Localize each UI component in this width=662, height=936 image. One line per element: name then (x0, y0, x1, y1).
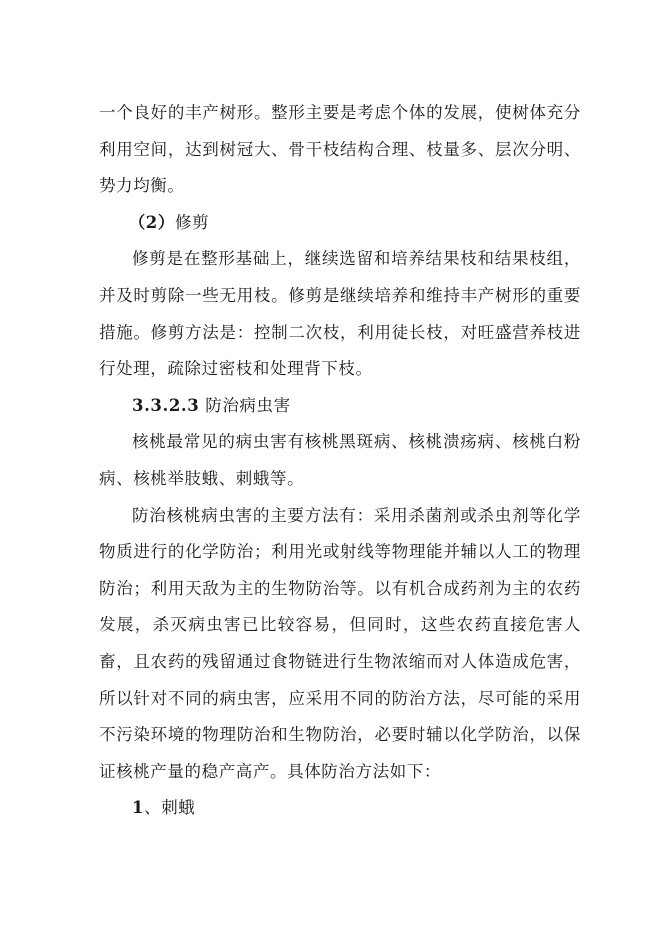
heading-label: 防治病虫害 (205, 395, 291, 415)
heading-number: （2） (128, 212, 175, 232)
heading-pruning (99, 205, 581, 242)
heading-slug-moth (99, 790, 581, 827)
heading-number: 3.3.2.3 (132, 395, 200, 415)
paragraph-control-methods: 防治核桃病虫害的主要方法有：采用杀菌剂或杀虫剂等化学物质进行的化学防治；利用光或射线等物理能并辅以人工的物理防治；利用天敌为主的生物防治等。以有机合成药剂为主的农药发展，杀灭病虫害已比较容易，但同时，这些农药直接危害人畜，且农药的残留通过食物链进行生物浓缩而对人体造成危害，所以针对不同的病虫害，应采用不同的防治方法，尽可能的采用不污染环境的物理防治和生物防治，必要时辅以化学防治，以保证核桃产量的稳产高产。具体防治方法如下： (99, 505, 581, 781)
heading-label: 刺蛾 (161, 798, 196, 818)
paragraph-pruning: 修剪是在整形基础上，继续选留和培养结果枝和结果枝组，并及时剪除一些无用枝。修剪是继续培养和维持丰产树形的重要措施。修剪方法是：控制二次枝，利用徒长枝，对旺盛营养枝进行处理，疏除过密枝和处理背下枝。 (99, 249, 581, 379)
heading-pest-control (99, 388, 581, 425)
heading-number: 1 (132, 798, 145, 818)
paragraph-tree-shape: 一个良好的丰产树形。整形主要是考虑个体的发展，使树体充分利用空间，达到树冠大、骨干枝结构合理、枝量多、层次分明、势力均衡。 (99, 103, 581, 196)
document-body (99, 95, 581, 827)
paragraph-common-pests: 核桃最常见的病虫害有核桃黑斑病、核桃溃疡病、核桃白粉病、核桃举肢蛾、刺蛾等。 (99, 432, 581, 488)
heading-label: 修剪 (174, 212, 210, 232)
heading-separator: 、 (144, 798, 162, 818)
